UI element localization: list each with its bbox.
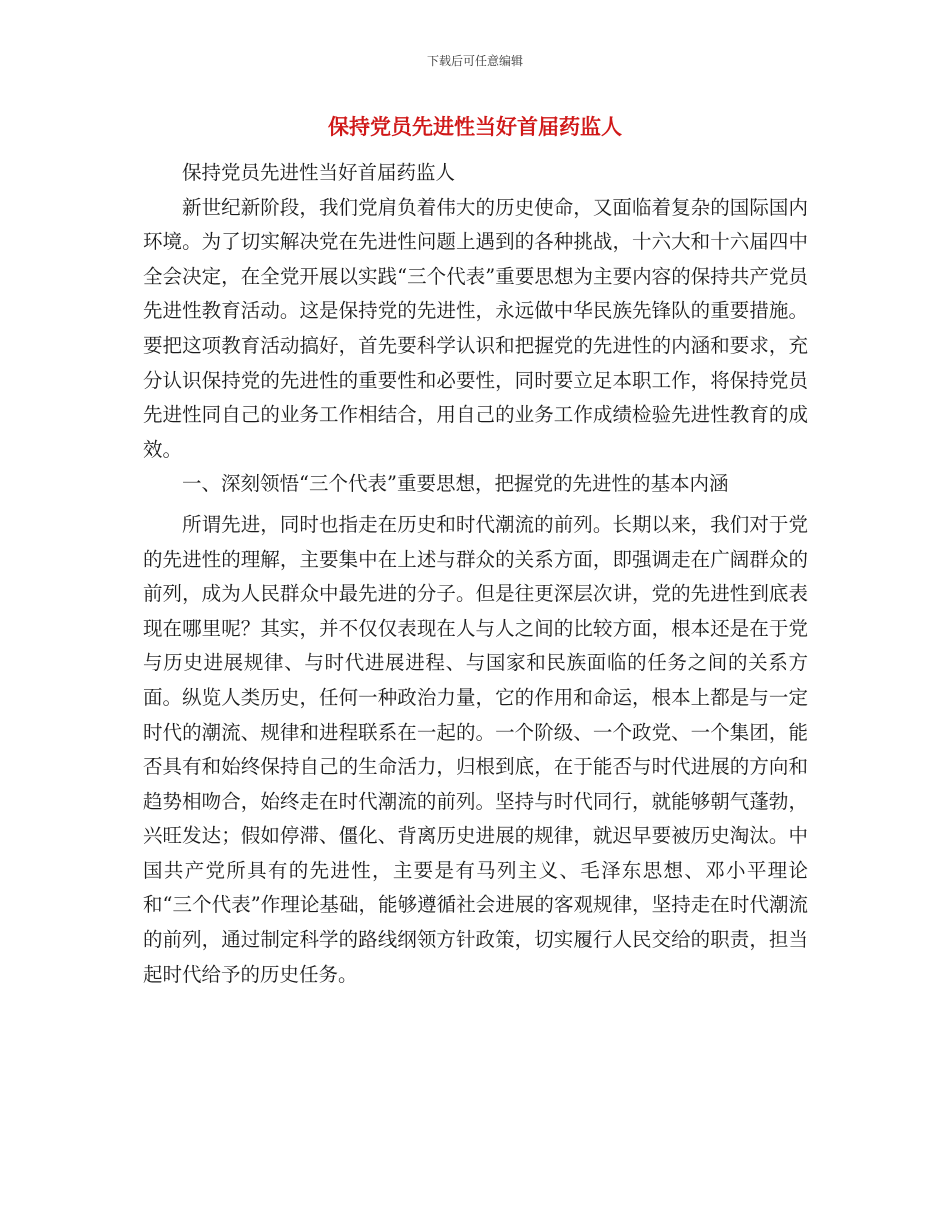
paragraph-subtitle: 保持党员先进性当好首届药监人 [182, 161, 456, 184]
section-heading-1: 一、深刻领悟“三个代表”重要思想，把握党的先进性的基本内涵 [182, 472, 729, 496]
page-header-note: 下载后可任意编辑 [426, 54, 523, 68]
document-body [143, 156, 808, 992]
document-title: 保持党员先进性当好首届药监人 [328, 114, 622, 139]
paragraph-section-1: 所谓先进，同时也指走在历史和时代潮流的前列。长期以来，我们对于党的先进性的理解，主要集中在上述与群众的关系方面，即强调走在广阔群众的前列，成为人民群众中最先进的分子。但是往更深层次讲，党的先进性到底表现在哪里呢？其实，并不仅仅表现在人与人之间的比较方面，根本还是在于党与历史进展规律、与时代进展进程、与国家和民族面临的任务之间的关系方面。纵览人类历史，任何一种政治力量，它的作用和命运，根本上都是与一定时代的潮流、规律和进程联系在一起的。一个阶级、一个政党、一个集团，能否具有和始终保持自己的生命活力，归根到底，在于能否与时代进展的方向和趋势相吻合，始终走在时代潮流的前列。坚持与时代同行，就能够朝气蓬勃，兴旺发达；假如停滞、僵化、背离历史进展的规律，就迟早要被历史淘汰。中国共产党所具有的先进性，主要是有马列主义、毛泽东思想、邓小平理论和“三个代表”作理论基础，能够遵循社会进展的客观规律，坚持走在时代潮流的前列，通过制定科学的路线纲领方针政策，切实履行人民交给的职责，担当起时代给予的历史任务。 [143, 512, 808, 986]
paragraph-intro: 新世纪新阶段，我们党肩负着伟大的历史使命，又面临着复杂的国际国内环境。为了切实解决党在先进性问题上遇到的各种挑战，十六大和十六届四中全会决定，在全党开展以实践“三个代表”重要思想为主要内容的保持共产党员先进性教育活动。这是保持党的先进性，永远做中华民族先锋队的重要措施。要把这项教育活动搞好，首先要科学认识和把握党的先进性的内涵和要求，充分认识保持党的先进性的重要性和必要性，同时要立足本职工作，将保持党员先进性同自己的业务工作相结合，用自己的业务工作成绩检验先进性教育的成效。 [143, 195, 808, 461]
